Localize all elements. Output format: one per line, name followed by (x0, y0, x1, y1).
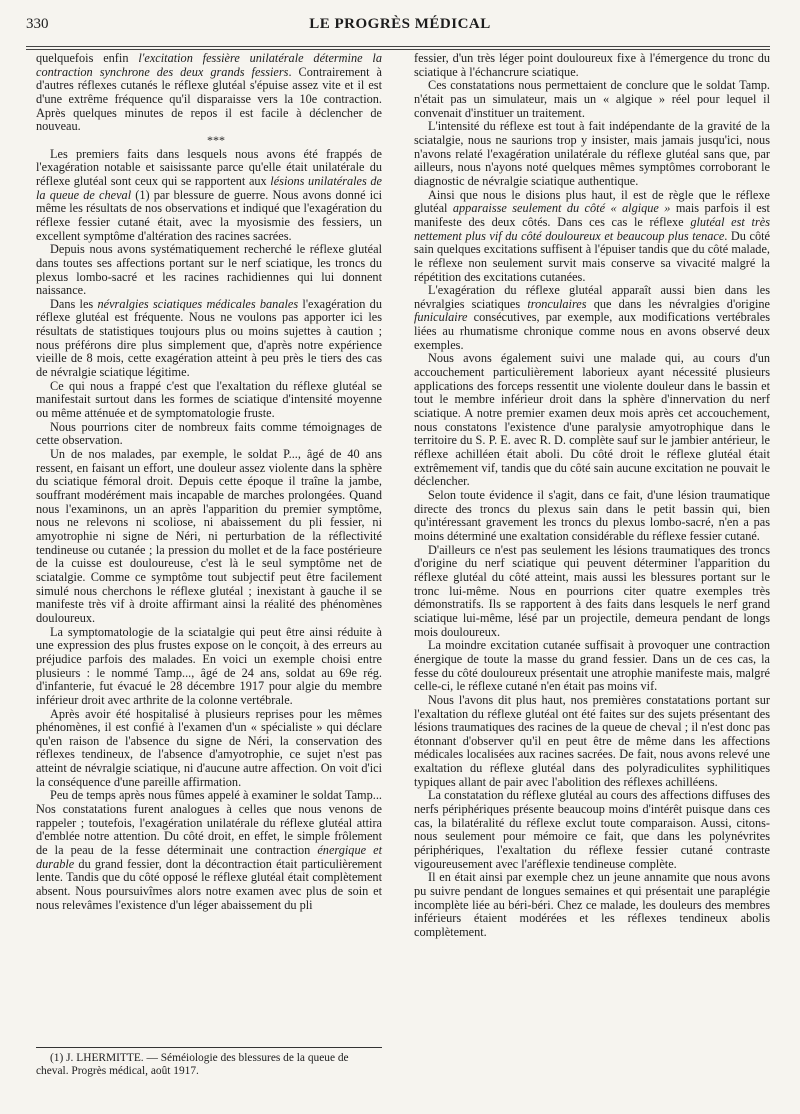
paragraph (414, 871, 770, 939)
paragraph (36, 789, 382, 912)
text-run: quelquefois enfin (36, 51, 139, 65)
left-column (36, 52, 382, 912)
text-run: consécutives, par exemple, aux modifications vertébrales liées au rhumatisme chronique comme nous en avons observé deux exemples. (414, 310, 770, 352)
text-run: Un de nos malades, par exemple, le soldat P..., âgé de 40 ans ressent, en faisant un effort, une douleur assez violente dans la sphère du sciatique fémoral droit. Depuis cette époque il traîne la jambe, souffrant modérément mais incapable de marches prolongées. Quand nous l'examinons, un an après l'apparition du premier symptôme, nous ne relevons ni scoliose, ni abaissement du pli fessier, ni amyotrophie ni signe de Néri, ni perturbation de la réflectivité tendineuse ou cutanée ; la pression du mollet et de la face postérieure de la cuisse est douloureuse, c'est là le seul symptôme net de sciatalgie. Comme ce symptôme tout subjectif peut être facilement simulé nous cherchons le réflexe glutéal ; inexistant à gauche il se manifeste très vif à droite affirmant ainsi la réalité des phénomènes douloureux. (36, 447, 382, 625)
text-run: Nous pourrions citer de nombreux faits comme témoignages de cette observation. (36, 419, 382, 448)
paragraph (414, 789, 770, 871)
text-run: Après avoir été hospitalisé à plusieurs reprises pour les mêmes phénomènes, il est confié à l'examen d'un « spécialiste » qui déclare qu'en raison de l'absence du signe de Néri, la conservation des réflexes tendineux, de l'absence d'amyotrophie, ce sujet n'est pas atteint de névralgie sciatique, ni d'aucune autre affection. On voit d'ici la conséquence d'une pareille affirmation. (36, 706, 382, 789)
italic-text: l'excitation fessière unilatérale détermine la contraction synchrone des deux grands fessiers (36, 51, 382, 79)
text-run: Peu de temps après nous fûmes appelé à examiner le soldat Tamp... Nos constatations furent analogues à celles que nous venons de rappeler ; toutefois, l'exagération unilatérale du réflexe glutéal attira d'emblée notre attention. Du côté droit, en effet, le simple frôlement de la peau de la fesse déterminait une contraction (36, 788, 382, 858)
paragraph (36, 380, 382, 421)
text-run: du grand fessier, dont la décontraction était particulièrement lente. Tandis que du côté opposé le réflexe glutéal était complètement absent. Nous poursuivîmes alors notre examen avec plus de soin et nous relevâmes l'existence d'un léger abaissement du pli (36, 856, 382, 912)
text-run: Ce qui nous a frappé c'est que l'exaltation du réflexe glutéal se manifestait surtout dans les formes de sciatique d'intensité moyenne ou même atténuée et de symptomatologie fruste. (36, 378, 382, 421)
footnote: (1) J. LHERMITTE. — Séméiologie des blessures de la queue de cheval. Progrès médical, août 1917. (36, 1052, 349, 1077)
paragraph (36, 52, 382, 134)
paragraph (36, 626, 382, 708)
paragraph (414, 489, 770, 544)
text-run: Selon toute évidence il s'agit, dans ce fait, d'une lésion traumatique directe des troncs du plexus sain dans le petit bassin qui, bien qu'intéressant gravement les troncs du plexus lombo-sacré, n'en a pas moins déterminé une exaltation considérable du réflexe fessier cutané. (414, 488, 770, 543)
text-run: Les premiers faits dans lesquels nous avons été frappés de l'exagération notable et saisissante parce qu'elle était unilatérale du réflexe glutéal sont ceux qui se rapportent aux (36, 146, 382, 188)
text-run: Depuis nous avons systématiquement recherché le réflexe glutéal dans toutes ses affections portant sur le nerf sciatique, les troncs du plexus lombo-sacré et les racines rachidiennes qui lui donnent naissance. (36, 242, 382, 298)
paragraph (414, 189, 770, 285)
italic-text: lésions unilatérales de la queue de cheval (36, 173, 382, 202)
text-run: Nous l'avons dit plus haut, nos premières constatations portant sur l'exaltation du réflexe glutéal ont été faites sur des sujets présentant des lésions traumatiques des racines de la queue de cheval ; il n'est donc pas étonnant d'observer qu'il en peut être de même dans les affections médicales localisées aux racines sacrées. De fait, nous avons relevé une exaltation du réflexe glutéal dans des polyradiculites syphilitiques typiques allant de pair avec l'abolition des réflexes achilléens. (414, 692, 770, 789)
journal-title: LE PROGRÈS MÉDICAL (309, 16, 491, 32)
text-run: La symptomatologie de la sciatalgie qui peut être ainsi réduite à une expression des plus frustes expose on le conçoit, à des erreurs au préjudice parfois des malades. En voici un exemple choisi entre plusieurs : le nommé Tamp..., âgé de 24 ans, soldat au 69e rég. d'infanterie, fut évacué le 28 décembre 1917 pour algie du membre inférieur droit avec arthrite de la colonne vertébrale. (36, 624, 382, 707)
header-rule (26, 46, 770, 50)
italic-text: glutéal est très nettement plus vif du côté douloureux et beaucoup plus tenace (414, 214, 770, 243)
paragraph (414, 639, 770, 694)
text-run: . Du côté sain quelques excitations suffisent à l'épuiser tandis que du côté malade, le réflexe non seulement survit mais conserve sa vivacité malgré la répétition des excitations cutanées. (414, 228, 770, 284)
italic-text: tronculaires (527, 296, 587, 311)
section-separator: *** (207, 132, 225, 147)
text-run: D'ailleurs ce n'est pas seulement les lésions traumatiques des troncs d'origine du nerf sciatique qui peuvent déterminer l'apparition du réflexe glutéal du côté atteint, mais aussi les blessures portant sur le tronc lui-même. Nous en pourrions citer quatre exemples très démonstratifs. Ils se rapportent à des faits dans lesquels le nerf grand sciatique lui-même, lésé par un projectile, demeura pendant de longs mois douloureux. (414, 542, 770, 639)
paragraph (414, 352, 770, 489)
text-run: (1) par blessure de guerre. Nous avons donné ici même les résultats de nos observations et indiqué que l'exagération du réflexe fessier cutané était, avec la myosismie des fessiers, un excellent symptôme d'altération des racines sacrées. (36, 187, 382, 243)
text-run: que dans les névralgies d'origine (586, 296, 770, 311)
paragraph (414, 694, 770, 790)
paragraph (414, 544, 770, 640)
text-run: fessier, d'un très léger point douloureux fixe à l'émergence du tronc du sciatique à l'échancrure sciatique. (414, 51, 770, 79)
paragraph (36, 298, 382, 380)
text-run: L'exagération du réflexe glutéal apparaît aussi bien dans les névralgies sciatiques (414, 283, 770, 311)
text-run: La moindre excitation cutanée suffisait à provoquer une contraction énergique de toute la masse du grand fessier. Dans un de ces cas, la fesse du côté douloureux présentait une atrophie manifeste mais, malgré celle-ci, le réflexe cutané n'en était pas moins vif. (414, 638, 770, 694)
text-run: . Contrairement à d'autres réflexes cutanés le réflexe glutéal s'épuise assez vite et il est d'une extrême fréquence qu'il disparaisse vers la 10e contraction. Après quelques minutes de repos il est facile à déclencher de nouveau. (36, 64, 382, 134)
paragraph (414, 120, 770, 188)
text-run: l'exagération du réflexe glutéal est fréquente. Nous ne voulons pas apporter ici les résultats de statistiques toujours plus ou moins sujettes à caution ; nous préférons dire plus simplement que, d'après notre expérience vieille de 8 mois, cette exagération atteint à peu près le tiers des cas de névralgie sciatique légitime. (36, 296, 382, 380)
italic-text: névralgies sciatiques médicales banales (97, 296, 299, 311)
text-run: L'intensité du réflexe est tout à fait indépendante de la gravité de la sciatalgie, nous ne saurions trop y insister, mais jamais jusqu'ici, nous n'avons relaté l'exagération unilatérale du réflexe glutéal sans que, par ailleurs, nous n'ayons noté quelques mêmes symptômes corroborant le diagnostic de névralgie sciatique authentique. (414, 119, 770, 188)
text-run: Il en était ainsi par exemple chez un jeune annamite que nous avons pu suivre pendant de longues semaines et qui présentait une paraplégie incomplète liée au béri-béri. Chez ce malade, les douleurs des membres inférieurs étaient modérées et les réflexes tendineux abolis complètement. (414, 870, 770, 939)
text-run: Ainsi que nous le disions plus haut, il est de règle que le réflexe glutéal (414, 187, 770, 216)
paragraph (414, 79, 770, 120)
paragraph (36, 243, 382, 298)
paragraph (36, 448, 382, 626)
paragraph (414, 284, 770, 352)
paragraph (36, 421, 382, 448)
paragraph (36, 148, 382, 244)
paragraph (414, 52, 770, 79)
text-run: Ces constatations nous permettaient de conclure que le soldat Tamp. n'était pas un simulateur, mais un « algique » réel pour lequel il convenait d'instituer un traitement. (414, 78, 770, 120)
text-run: La constatation du réflexe glutéal au cours des affections diffuses des nerfs périphériques présente beaucoup moins d'intérêt puisque dans ces cas, la bilatéralité du réflexe exclut toute comparaison. Aussi, citons-nous seulement pour mémoire ce fait, que dans les polynévrites périphériques, l'exaltation du réflexe fessier cutané contraste vigoureusement avec l'aréflexie tendineuse complète. (414, 788, 770, 871)
right-column (414, 52, 770, 940)
text-run: Nous avons également suivi une malade qui, au cours d'un accouchement particulièrement laborieux ayant nécessité plusieurs applications des forceps ressentit une violente douleur dans le bassin et tout le membre inférieur droit dans la sphère d'innervation du nerf sciatique. A notre premier examen deux mois après cet accouchement, nous constatons l'existence d'une paralysie amyotrophique dans le territoire du S. P. E. avec R. D. complète sauf sur le jambier antérieur, le réflexe achilléen était aboli. Du côté droit le réflexe glutéal était extrêmement vif, tandis que du côté sain aucune excitation ne pouvait le déclencher. (414, 351, 770, 489)
footnote-rule (36, 1047, 382, 1048)
italic-text: énergique et durable (36, 843, 382, 871)
italic-text: apparaisse seulement du côté « algique » (452, 201, 671, 216)
text-run: mais parfois il est manifeste des deux côtés. Dans ces cas le réflexe (414, 201, 770, 229)
text-run: Dans les (50, 296, 98, 311)
paragraph (36, 708, 382, 790)
page-number: 330 (26, 16, 49, 32)
italic-text: funiculaire (414, 310, 468, 325)
